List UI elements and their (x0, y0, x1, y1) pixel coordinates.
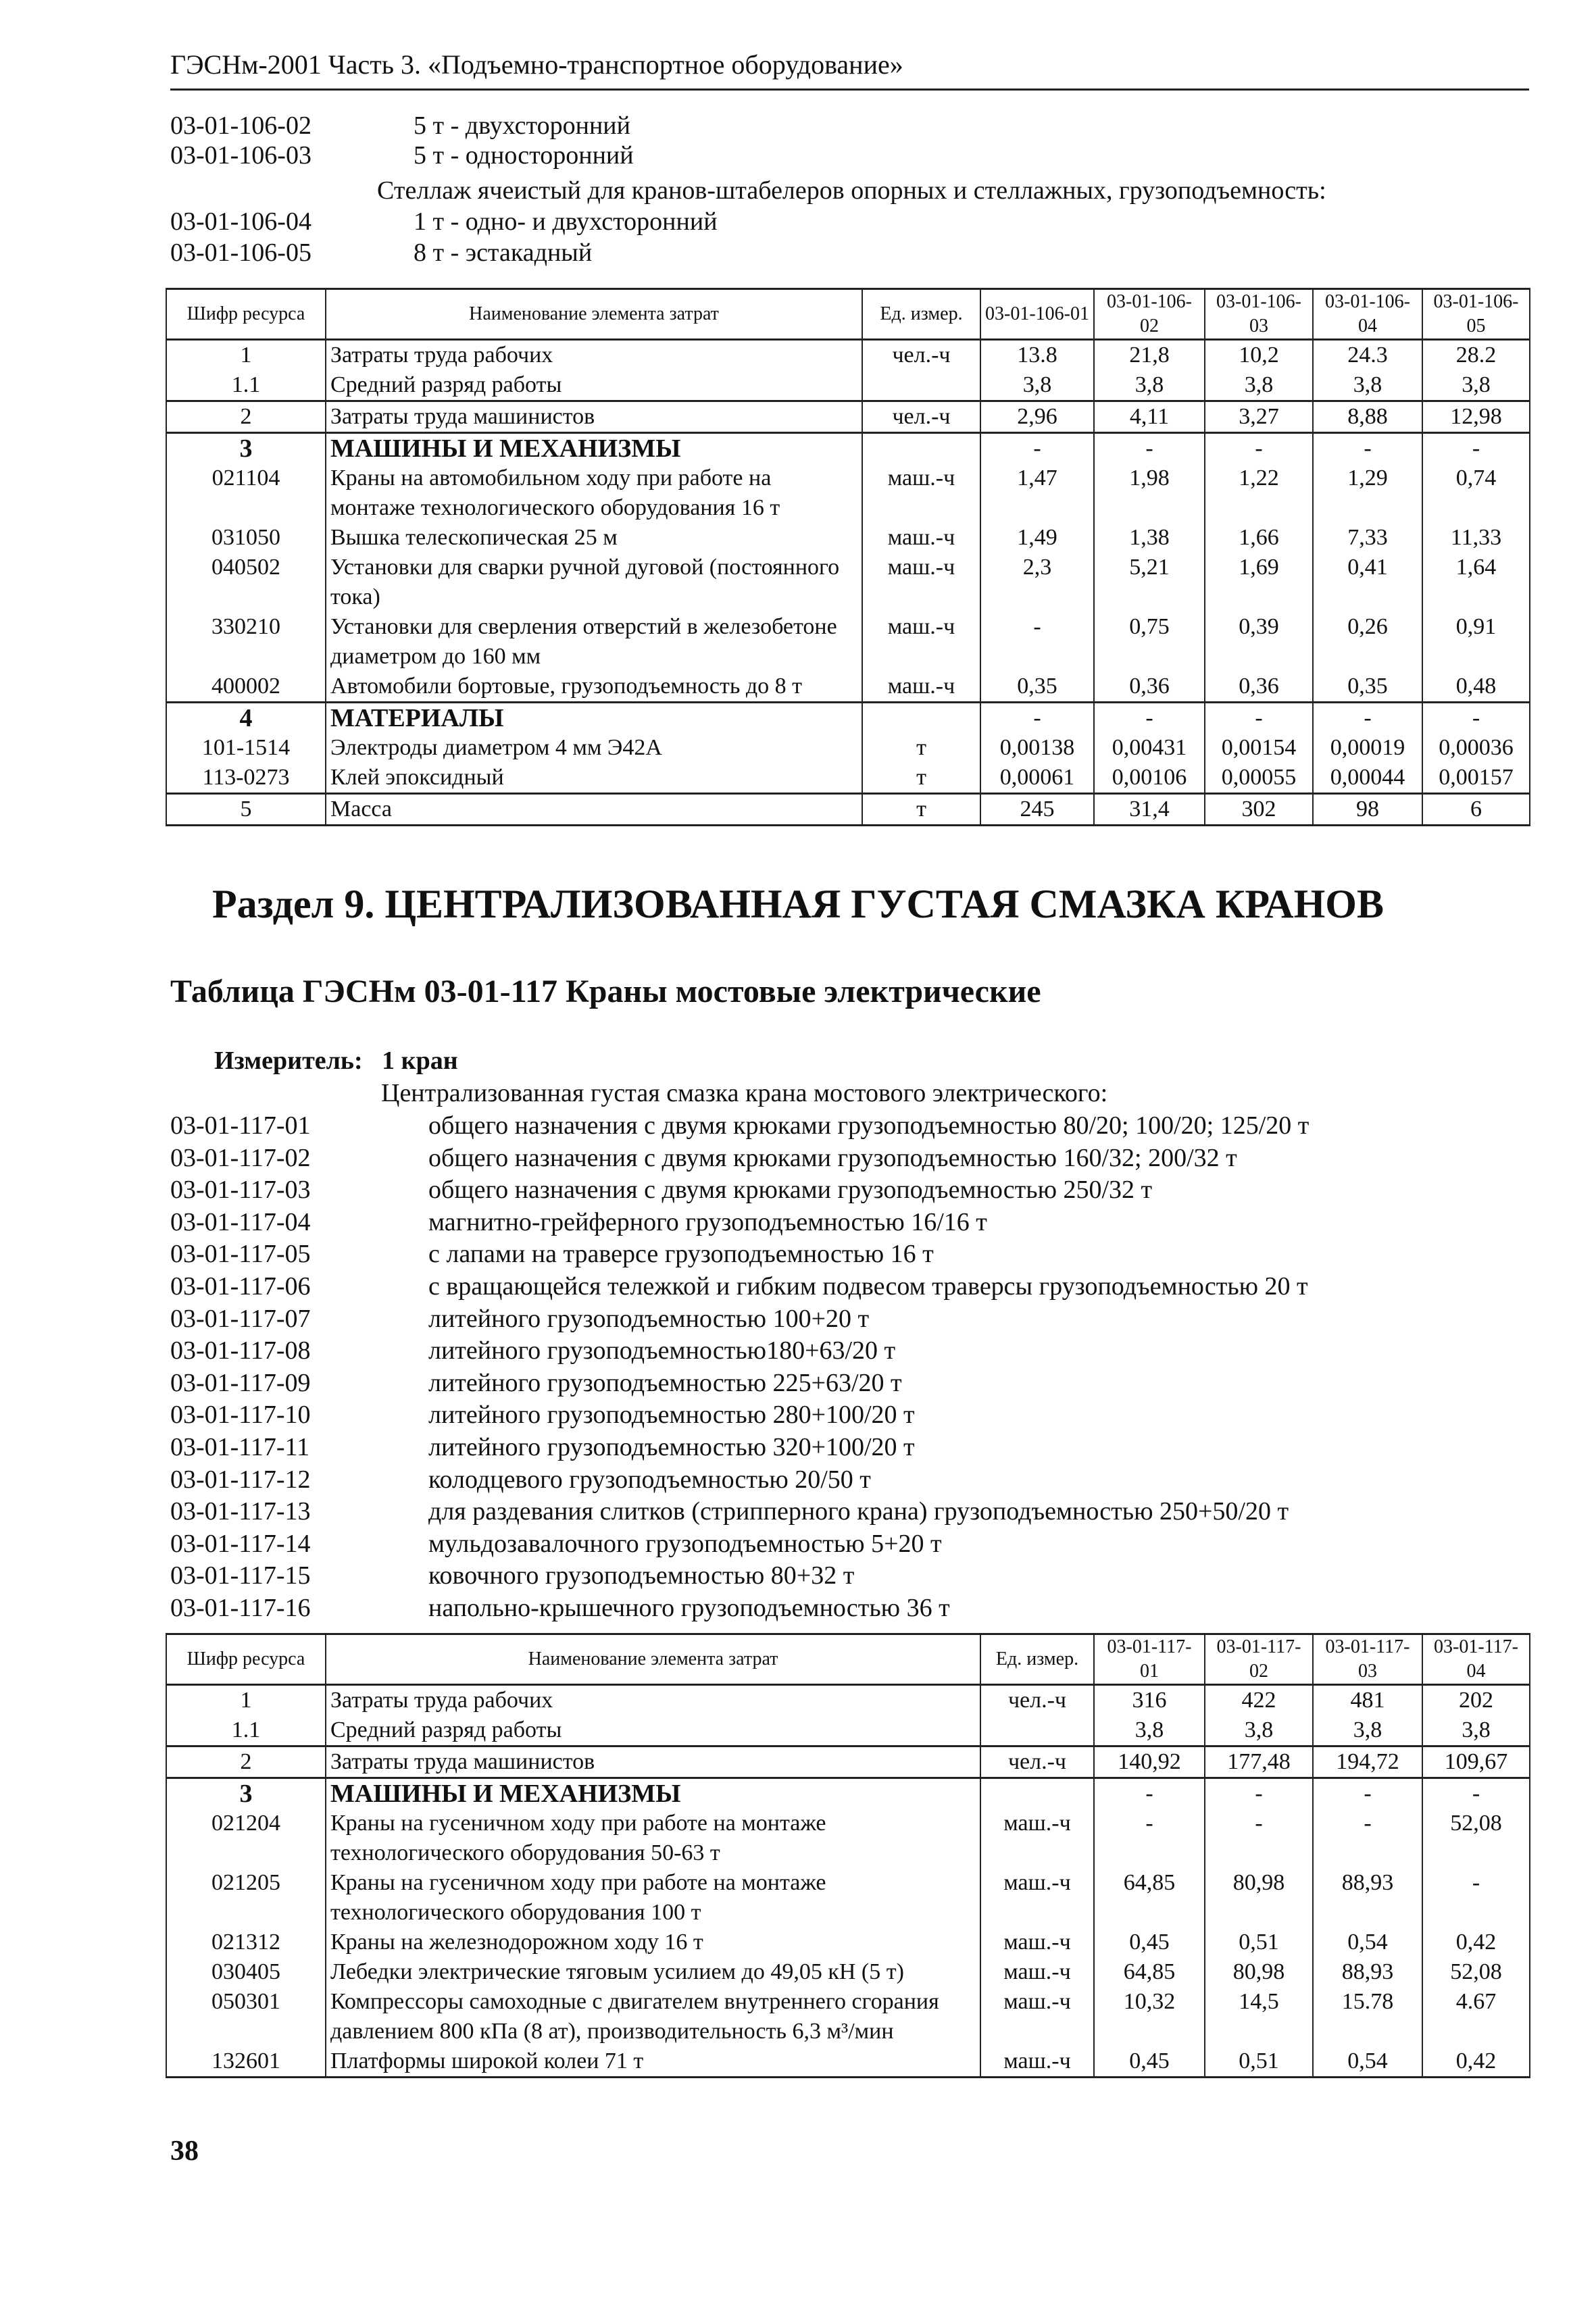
value-cell: - (980, 703, 1094, 734)
resource-description: для раздевания слитков (стрипперного крана) грузоподъемностью 250+50/20 т (428, 1497, 1289, 1526)
cost-element-name: Краны на гусеничном ходу при работе на монтаже технологического оборудования 100 т (326, 1868, 980, 1928)
row-group (166, 1685, 1530, 1746)
resource-code: 2 (166, 1746, 326, 1778)
table-row (166, 370, 1530, 401)
unit (980, 1715, 1094, 1746)
value-cell: - (980, 612, 1094, 672)
cost-element-name: МАШИНЫ И МЕХАНИЗМЫ (326, 433, 862, 464)
cost-element-name: Вышка телескопическая 25 м (326, 523, 862, 553)
value-cell: 0,45 (1094, 2046, 1205, 2078)
value-cell: 5,21 (1094, 553, 1205, 612)
value-cell: 0,00157 (1422, 763, 1530, 794)
value-cell: - (1205, 1809, 1313, 1868)
value-cell: 2,3 (980, 553, 1094, 612)
value-cell: 0,41 (1313, 553, 1422, 612)
value-cell: 0,35 (980, 672, 1094, 703)
column-header: 03-01-106-03 (1205, 289, 1313, 340)
table-row (166, 703, 1530, 734)
column-header: 03-01-117-04 (1422, 1634, 1530, 1685)
section-title: Раздел 9. ЦЕНТРАЛИЗОВАННАЯ ГУСТАЯ СМАЗКА КРАНОВ (212, 882, 1384, 926)
value-cell: 0,00138 (980, 733, 1094, 763)
resource-code: 03-01-106-05 (170, 238, 311, 267)
value-cell: 0,45 (1094, 1928, 1205, 1957)
column-header: 03-01-106-02 (1094, 289, 1205, 340)
unit: маш.-ч (862, 672, 980, 703)
resource-code: 03-01-117-02 (170, 1143, 311, 1172)
cost-element-name: Установки для сварки ручной дуговой (постоянного тока) (326, 553, 862, 612)
value-cell: 109,67 (1422, 1746, 1530, 1778)
resource-description: с вращающейся тележкой и гибким подвесом траверсы грузоподъемностью 20 т (428, 1272, 1308, 1301)
value-cell: 80,98 (1205, 1957, 1313, 1987)
value-cell: - (1094, 433, 1205, 464)
cost-table-106 (166, 288, 1530, 826)
cost-element-name: Компрессоры самоходные с двигателем внутреннего сгорания давлением 800 кПа (8 ат), производительность 6,3 м³/мин (326, 1987, 980, 2046)
cost-element-name: Лебедки электрические тяговым усилием до 49,05 кН (5 т) (326, 1957, 980, 1987)
resource-description: общего назначения с двумя крюками грузоподъемностью 160/32; 200/32 т (428, 1143, 1237, 1172)
table-row (166, 733, 1530, 763)
value-cell: 88,93 (1313, 1957, 1422, 1987)
resource-code: 03-01-117-08 (170, 1336, 311, 1365)
value-cell: 1,22 (1205, 463, 1313, 523)
resource-code: 1.1 (166, 1715, 326, 1746)
resource-code: 03-01-117-13 (170, 1497, 311, 1526)
value-cell: 0,00055 (1205, 763, 1313, 794)
resource-description: с лапами на траверсе грузоподъемностью 16 т (428, 1240, 934, 1269)
cost-element-name: МАШИНЫ И МЕХАНИЗМЫ (326, 1778, 980, 1809)
value-cell: 3,8 (980, 370, 1094, 401)
table-row (166, 433, 1530, 464)
value-cell: 194,72 (1313, 1746, 1422, 1778)
resource-code: 03-01-117-12 (170, 1465, 311, 1494)
value-cell: 0,35 (1313, 672, 1422, 703)
column-header: Ед. измер. (980, 1634, 1094, 1685)
cost-element-name: Средний разряд работы (326, 370, 862, 401)
column-header: 03-01-106-01 (980, 289, 1094, 340)
resource-code: 03-01-117-07 (170, 1304, 311, 1333)
cost-element-name: Средний разряд работы (326, 1715, 980, 1746)
table-row (166, 463, 1530, 523)
resource-code: 2 (166, 401, 326, 433)
value-cell: 12,98 (1422, 401, 1530, 433)
resource-code: 021312 (166, 1928, 326, 1957)
value-cell: - (1313, 433, 1422, 464)
unit: маш.-ч (862, 553, 980, 612)
value-cell: 1,49 (980, 523, 1094, 553)
cost-element-name: Клей эпоксидный (326, 763, 862, 794)
column-header: 03-01-106-05 (1422, 289, 1530, 340)
column-header: 03-01-117-02 (1205, 1634, 1313, 1685)
value-cell: 0,26 (1313, 612, 1422, 672)
resource-code: 03-01-106-02 (170, 111, 311, 140)
value-cell: 0,00019 (1313, 733, 1422, 763)
row-group (166, 1746, 1530, 1778)
value-cell: 98 (1313, 794, 1422, 826)
value-cell: 3,27 (1205, 401, 1313, 433)
value-cell: - (1205, 1778, 1313, 1809)
resource-code: 132601 (166, 2046, 326, 2078)
value-cell: 1,66 (1205, 523, 1313, 553)
value-cell: 0,00154 (1205, 733, 1313, 763)
resource-description: Стеллаж ячеистый для кранов-штабелеров опорных и стеллажных, грузоподъемность: (377, 176, 1326, 205)
resource-code: 030405 (166, 1957, 326, 1987)
value-cell: 6 (1422, 794, 1530, 826)
resource-code: 03-01-117-01 (170, 1111, 311, 1140)
value-cell: 1,38 (1094, 523, 1205, 553)
value-cell: 7,33 (1313, 523, 1422, 553)
value-cell: 1,64 (1422, 553, 1530, 612)
table-row (166, 1809, 1530, 1868)
table-row (166, 340, 1530, 371)
value-cell: 0,36 (1205, 672, 1313, 703)
resource-code: 1 (166, 1685, 326, 1716)
resource-code: 4 (166, 703, 326, 734)
value-cell: 21,8 (1094, 340, 1205, 371)
value-cell: - (1422, 433, 1530, 464)
row-group (166, 401, 1530, 433)
value-cell: 4,11 (1094, 401, 1205, 433)
value-cell: 1,69 (1205, 553, 1313, 612)
unit: маш.-ч (980, 2046, 1094, 2078)
value-cell: 3,8 (1094, 370, 1205, 401)
resource-description: литейного грузоподъемностью 280+100/20 т (428, 1401, 915, 1430)
value-cell: 0,51 (1205, 2046, 1313, 2078)
value-cell: 0,54 (1313, 1928, 1422, 1957)
cost-element-name: Краны на гусеничном ходу при работе на монтаже технологического оборудования 50-63 т (326, 1809, 980, 1868)
resource-code: 040502 (166, 553, 326, 612)
column-header: Ед. измер. (862, 289, 980, 340)
value-cell: - (1422, 703, 1530, 734)
value-cell: 64,85 (1094, 1868, 1205, 1928)
resource-code: 3 (166, 1778, 326, 1809)
resource-description: литейного грузоподъемностью 100+20 т (428, 1304, 870, 1333)
value-cell: 0,54 (1313, 2046, 1422, 2078)
table-row (166, 553, 1530, 612)
table-row (166, 1957, 1530, 1987)
resource-code: 03-01-117-03 (170, 1176, 311, 1205)
value-cell: 14,5 (1205, 1987, 1313, 2046)
cost-element-name: Затраты труда машинистов (326, 401, 862, 433)
resource-description: литейного грузоподъемностью 320+100/20 т (428, 1433, 915, 1461)
resource-code: 03-01-117-10 (170, 1401, 311, 1430)
table-row (166, 1715, 1530, 1746)
value-cell: 302 (1205, 794, 1313, 826)
value-cell: 0,36 (1094, 672, 1205, 703)
column-header: 03-01-106-04 (1313, 289, 1422, 340)
value-cell: - (1205, 433, 1313, 464)
unit: маш.-ч (862, 523, 980, 553)
value-cell: - (1094, 703, 1205, 734)
value-cell: 0,74 (1422, 463, 1530, 523)
resource-code: 03-01-117-15 (170, 1561, 311, 1590)
table-row (166, 1928, 1530, 1957)
unit: т (862, 763, 980, 794)
resource-code: 03-01-106-04 (170, 207, 311, 236)
table-row (166, 401, 1530, 433)
resource-code: 3 (166, 433, 326, 464)
resource-code: 03-01-117-06 (170, 1272, 311, 1301)
column-header: Наименование элемента затрат (326, 1634, 980, 1685)
unit: т (862, 794, 980, 826)
value-cell: - (1094, 1778, 1205, 1809)
resource-code: 021204 (166, 1809, 326, 1868)
unit: чел.-ч (980, 1685, 1094, 1716)
column-header: Наименование элемента затрат (326, 289, 862, 340)
value-cell: 0,39 (1205, 612, 1313, 672)
column-header: Шифр ресурса (166, 1634, 326, 1685)
unit: маш.-ч (862, 612, 980, 672)
resource-code: 400002 (166, 672, 326, 703)
value-cell: 481 (1313, 1685, 1422, 1716)
value-cell: 15.78 (1313, 1987, 1422, 2046)
resource-code: 1 (166, 340, 326, 371)
value-cell: 1,98 (1094, 463, 1205, 523)
cost-element-name: Затраты труда рабочих (326, 340, 862, 371)
resource-code: 5 (166, 794, 326, 826)
value-cell: 3,8 (1313, 370, 1422, 401)
resource-code: 03-01-117-11 (170, 1433, 310, 1461)
value-cell: - (1422, 1868, 1530, 1928)
cost-element-name: Краны на железнодорожном ходу 16 т (326, 1928, 980, 1957)
table-title: Таблица ГЭСНм 03-01-117 Краны мостовые электрические (170, 974, 1041, 1009)
value-cell: 0,00036 (1422, 733, 1530, 763)
value-cell: 245 (980, 794, 1094, 826)
resource-description: 5 т - односторонний (414, 141, 634, 170)
table-row (166, 763, 1530, 794)
value-cell: 11,33 (1422, 523, 1530, 553)
unit (980, 1778, 1094, 1809)
unit: т (862, 733, 980, 763)
value-cell: 8,88 (1313, 401, 1422, 433)
resource-description: магнитно-грейферного грузоподъемностью 16/16 т (428, 1207, 987, 1236)
resource-description: 5 т - двухсторонний (414, 111, 630, 140)
value-cell: 0,00044 (1313, 763, 1422, 794)
resource-description: литейного грузоподъемностью 225+63/20 т (428, 1368, 902, 1397)
value-cell: 177,48 (1205, 1746, 1313, 1778)
table-row (166, 794, 1530, 826)
resource-code: 1.1 (166, 370, 326, 401)
value-cell: 80,98 (1205, 1868, 1313, 1928)
resource-code: 021205 (166, 1868, 326, 1928)
resource-description: общего назначения с двумя крюками грузоподъемностью 80/20; 100/20; 125/20 т (428, 1111, 1310, 1140)
resource-code: 03-01-117-05 (170, 1240, 311, 1269)
value-cell: 1,29 (1313, 463, 1422, 523)
cost-element-name: Затраты труда рабочих (326, 1685, 980, 1716)
resource-description: мульдозавалочного грузоподъемностью 5+20 т (428, 1529, 942, 1558)
resource-code: 021104 (166, 463, 326, 523)
value-cell: 3,8 (1205, 1715, 1313, 1746)
table-row (166, 1746, 1530, 1778)
value-cell: 88,93 (1313, 1868, 1422, 1928)
cost-element-name: Платформы широкой колеи 71 т (326, 2046, 980, 2078)
value-cell: - (1094, 1809, 1205, 1868)
cost-element-name: Затраты труда машинистов (326, 1746, 980, 1778)
unit (862, 703, 980, 734)
table-row (166, 612, 1530, 672)
table-row (166, 523, 1530, 553)
table-row (166, 1778, 1530, 1809)
resource-code: 03-01-117-09 (170, 1368, 311, 1397)
value-cell: 3,8 (1313, 1715, 1422, 1746)
unit: маш.-ч (980, 1809, 1094, 1868)
resource-code: 101-1514 (166, 733, 326, 763)
value-cell: 0,00106 (1094, 763, 1205, 794)
value-cell: 28.2 (1422, 340, 1530, 371)
column-header: Шифр ресурса (166, 289, 326, 340)
value-cell: 3,8 (1205, 370, 1313, 401)
value-cell: 316 (1094, 1685, 1205, 1716)
resource-code: 03-01-117-14 (170, 1529, 311, 1558)
value-cell: 52,08 (1422, 1957, 1530, 1987)
cost-element-name: Автомобили бортовые, грузоподъемность до 8 т (326, 672, 862, 703)
header-row (166, 289, 1530, 340)
value-cell: 13.8 (980, 340, 1094, 371)
value-cell: 422 (1205, 1685, 1313, 1716)
resource-code: 03-01-117-16 (170, 1594, 311, 1622)
value-cell: 64,85 (1094, 1957, 1205, 1987)
resource-code: 03-01-106-03 (170, 141, 311, 170)
resource-code: 113-0273 (166, 763, 326, 794)
table-row (166, 2046, 1530, 2078)
table-row (166, 672, 1530, 703)
cost-element-name: Краны на автомобильном ходу при работе на монтаже технологического оборудования 16 т (326, 463, 862, 523)
value-cell: 10,32 (1094, 1987, 1205, 2046)
table-row (166, 1685, 1530, 1716)
value-cell: 0,42 (1422, 1928, 1530, 1957)
resource-code: 03-01-117-04 (170, 1207, 311, 1236)
value-cell: 52,08 (1422, 1809, 1530, 1868)
value-cell: 202 (1422, 1685, 1530, 1716)
cost-element-name: МАТЕРИАЛЫ (326, 703, 862, 734)
unit (862, 433, 980, 464)
resource-description: ковочного грузоподъемностью 80+32 т (428, 1561, 855, 1590)
unit: чел.-ч (980, 1746, 1094, 1778)
cost-table-117 (166, 1633, 1530, 2078)
resource-code: 031050 (166, 523, 326, 553)
resource-description: напольно-крышечного грузоподъемностью 36 т (428, 1594, 950, 1622)
resource-description: общего назначения с двумя крюками грузоподъемностью 250/32 т (428, 1176, 1153, 1205)
resource-description: 8 т - эстакадный (414, 238, 593, 267)
value-cell: 4.67 (1422, 1987, 1530, 2046)
value-cell: - (1313, 1809, 1422, 1868)
value-cell: 0,00431 (1094, 733, 1205, 763)
value-cell: - (1313, 703, 1422, 734)
unit: маш.-ч (980, 1868, 1094, 1928)
header-row (166, 1634, 1530, 1685)
header-divider (170, 89, 1529, 91)
page-number: 38 (170, 2136, 199, 2167)
value-cell: 0,75 (1094, 612, 1205, 672)
row-group (166, 340, 1530, 401)
value-cell: - (980, 433, 1094, 464)
table-row (166, 1868, 1530, 1928)
row-group (166, 1778, 1530, 2078)
cost-element-name: Масса (326, 794, 862, 826)
resource-code: 330210 (166, 612, 326, 672)
unit: маш.-ч (980, 1928, 1094, 1957)
value-cell: - (1205, 703, 1313, 734)
cost-element-name: Электроды диаметром 4 мм Э42А (326, 733, 862, 763)
value-cell: 1,47 (980, 463, 1094, 523)
value-cell: 0,00061 (980, 763, 1094, 794)
value-cell: 2,96 (980, 401, 1094, 433)
unit: маш.-ч (980, 1957, 1094, 1987)
value-cell: 24.3 (1313, 340, 1422, 371)
value-cell: 140,92 (1094, 1746, 1205, 1778)
resource-description: колодцевого грузоподъемностью 20/50 т (428, 1465, 871, 1494)
resource-description: 1 т - одно- и двухсторонний (414, 207, 718, 236)
resource-code: 050301 (166, 1987, 326, 2046)
value-cell: 3,8 (1094, 1715, 1205, 1746)
unit: маш.-ч (862, 463, 980, 523)
running-header: ГЭСНм-2001 Часть 3. «Подъемно-транспортное оборудование» (170, 49, 903, 80)
unit: чел.-ч (862, 401, 980, 433)
table-row (166, 1987, 1530, 2046)
unit (862, 370, 980, 401)
row-group (166, 433, 1530, 703)
value-cell: 3,8 (1422, 370, 1530, 401)
resource-description: литейного грузоподъемностью180+63/20 т (428, 1336, 896, 1365)
value-cell: 0,48 (1422, 672, 1530, 703)
value-cell: - (1313, 1778, 1422, 1809)
row-group (166, 703, 1530, 794)
row-group (166, 794, 1530, 826)
value-cell: 0,42 (1422, 2046, 1530, 2078)
intro-text: Централизованная густая смазка крана мостового электрического: (381, 1079, 1108, 1107)
value-cell: - (1422, 1778, 1530, 1809)
value-cell: 10,2 (1205, 340, 1313, 371)
value-cell: 0,91 (1422, 612, 1530, 672)
unit: маш.-ч (980, 1987, 1094, 2046)
unit: чел.-ч (862, 340, 980, 371)
value-cell: 31,4 (1094, 794, 1205, 826)
cost-element-name: Установки для сверления отверстий в железобетоне диаметром до 160 мм (326, 612, 862, 672)
value-cell: 3,8 (1422, 1715, 1530, 1746)
column-header: 03-01-117-01 (1094, 1634, 1205, 1685)
value-cell: 0,51 (1205, 1928, 1313, 1957)
column-header: 03-01-117-03 (1313, 1634, 1422, 1685)
measure-unit: Измеритель: 1 кран (214, 1047, 458, 1075)
